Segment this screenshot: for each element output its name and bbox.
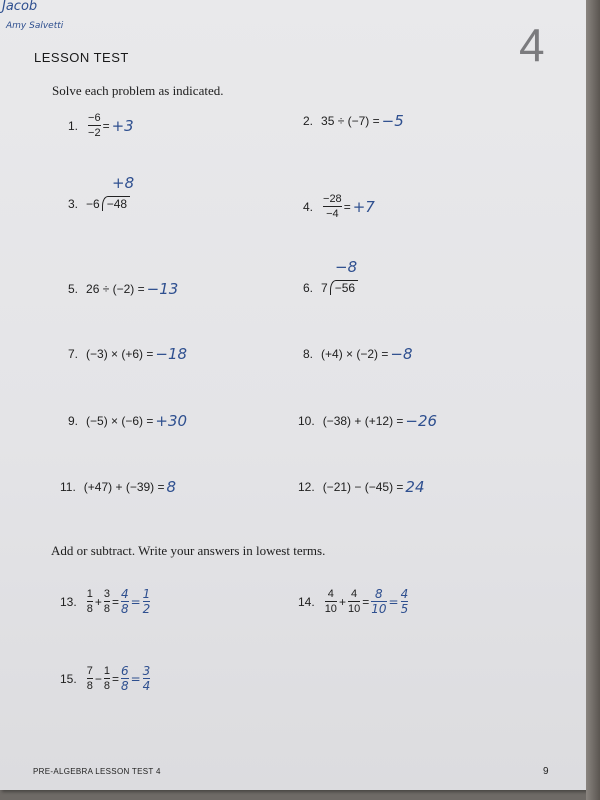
equals-sign: = <box>130 594 141 609</box>
equals-sign: = <box>111 594 119 609</box>
handwritten-fraction <box>121 588 129 615</box>
denominator: −2 <box>88 127 101 139</box>
problem-number: 7. <box>68 347 79 361</box>
numerator: 3 <box>142 664 151 678</box>
handwritten-answer: −5 <box>381 112 404 130</box>
equals-sign: = <box>111 671 119 686</box>
denominator: −4 <box>326 208 339 220</box>
instructions-add-subtract: Add or subtract. Write your answers in lowest terms. <box>51 543 326 558</box>
instructions-solve: Solve each problem as indicated. <box>52 83 224 98</box>
handwritten-answer: +7 <box>352 197 375 216</box>
fraction <box>104 588 110 615</box>
problem-number: 5. <box>68 282 79 296</box>
problem-expression: (−21) − (−45) = <box>322 480 404 494</box>
numerator: 6 <box>120 664 129 678</box>
fraction-bar <box>104 601 110 602</box>
handwritten-fraction <box>121 665 129 692</box>
problem-7 <box>68 345 187 363</box>
problem-number: 12. <box>298 480 315 494</box>
fraction <box>87 588 93 615</box>
problem-15 <box>60 665 152 692</box>
divisor: 7 <box>321 281 328 295</box>
operator: + <box>338 594 346 609</box>
problem-number: 10. <box>298 414 315 428</box>
handwritten-answer: −13 <box>146 280 179 298</box>
page-badge: 4 <box>519 19 545 71</box>
handwritten-answer: +8 <box>112 174 135 192</box>
dividend: −56 <box>330 280 358 295</box>
fraction <box>88 112 101 139</box>
problem-9 <box>68 412 187 430</box>
fraction <box>323 193 342 220</box>
numerator: 1 <box>142 587 151 601</box>
table-edge <box>586 0 600 800</box>
teacher-name: Amy Salvetti <box>6 21 64 31</box>
fraction-bar <box>323 206 342 207</box>
problem-number: 14. <box>298 594 315 609</box>
student-name: Jacob <box>2 0 38 14</box>
footer-course-label: PRE-ALGEBRA LESSON TEST 4 <box>33 767 161 776</box>
numerator: 3 <box>103 588 110 600</box>
problem-expression: 26 ÷ (−2) = <box>86 282 145 296</box>
divisor: −6 <box>86 197 100 211</box>
problem-number: 8. <box>303 347 314 361</box>
numerator: 1 <box>86 588 93 600</box>
numerator: −28 <box>323 193 342 205</box>
handwritten-answer: −8 <box>390 345 413 363</box>
problem-1 <box>68 112 134 139</box>
problem-number: 15. <box>60 671 77 686</box>
footer-page-number: 9 <box>543 766 549 777</box>
operator: − <box>94 671 102 686</box>
fraction-bar <box>348 601 360 602</box>
problem-expression: 35 ÷ (−7) = <box>321 114 380 128</box>
problem-13 <box>60 588 152 615</box>
denominator: 10 <box>324 603 337 615</box>
handwritten-work <box>119 588 152 615</box>
denominator: 8 <box>86 680 93 692</box>
fraction-bar <box>88 125 101 126</box>
problem-2 <box>303 112 404 130</box>
problem-11 <box>60 478 176 496</box>
denominator: 8 <box>103 680 110 692</box>
problem-expression: (−38) + (+12) = <box>322 414 404 428</box>
numerator: 4 <box>400 587 409 601</box>
handwritten-work <box>369 588 410 615</box>
denominator: 4 <box>142 679 151 693</box>
handwritten-fraction <box>143 665 151 692</box>
problem-3 <box>68 174 135 211</box>
numerator: 4 <box>351 588 358 600</box>
problem-expression: (+47) + (−39) = <box>83 480 165 494</box>
problem-expression: (+4) × (−2) = <box>321 347 389 361</box>
denominator: 8 <box>120 602 129 616</box>
equals-sign: = <box>343 199 351 214</box>
handwritten-answer: +30 <box>155 412 188 430</box>
problem-6 <box>303 258 358 295</box>
fraction-bar <box>87 678 93 679</box>
problem-number: 13. <box>60 594 77 609</box>
handwritten-answer: 24 <box>405 478 425 496</box>
handwritten-fraction <box>143 588 151 615</box>
problem-10 <box>298 412 437 430</box>
denominator: 10 <box>371 602 387 616</box>
fraction <box>325 588 337 615</box>
fraction-bar <box>87 601 93 602</box>
fraction <box>348 588 360 615</box>
equals-sign: = <box>362 594 370 609</box>
problem-number: 1. <box>68 118 79 133</box>
numerator: 4 <box>120 587 129 601</box>
handwritten-answer: −8 <box>335 258 358 276</box>
denominator: 10 <box>347 603 361 615</box>
problem-4 <box>303 193 375 220</box>
fraction-bar <box>325 601 337 602</box>
denominator: 8 <box>103 603 110 615</box>
problem-12 <box>298 478 425 496</box>
fraction <box>104 665 110 692</box>
problem-number: 6. <box>303 280 314 295</box>
problem-14 <box>298 588 410 615</box>
equals-sign: = <box>130 671 141 686</box>
page-title: LESSON TEST <box>34 50 129 65</box>
equals-sign: = <box>102 118 110 133</box>
problem-number: 9. <box>68 414 79 428</box>
long-division <box>86 174 135 211</box>
problem-expression: (−3) × (+6) = <box>86 347 154 361</box>
equals-sign: = <box>388 594 399 609</box>
problem-8 <box>303 345 413 363</box>
student-name-handwriting <box>2 0 63 33</box>
denominator: 8 <box>86 603 93 615</box>
problem-number: 3. <box>68 196 79 211</box>
denominator: 2 <box>142 602 151 616</box>
handwritten-answer: −26 <box>405 412 438 430</box>
handwritten-answer: 8 <box>166 478 177 496</box>
numerator: 8 <box>375 587 383 601</box>
handwritten-answer: −18 <box>155 345 188 363</box>
dividend: −48 <box>102 196 130 211</box>
fraction <box>87 665 93 692</box>
handwritten-work <box>119 665 152 692</box>
numerator: 1 <box>103 665 110 677</box>
numerator: −6 <box>88 112 101 124</box>
operator: + <box>94 594 102 609</box>
fraction-bar <box>104 678 110 679</box>
long-division <box>321 258 358 295</box>
problem-number: 4. <box>303 199 314 214</box>
denominator: 8 <box>120 679 129 693</box>
problem-number: 2. <box>303 114 314 128</box>
handwritten-fraction <box>401 588 409 615</box>
handwritten-answer: +3 <box>111 116 134 135</box>
numerator: 4 <box>327 588 334 600</box>
problem-5 <box>68 280 178 298</box>
problem-expression: (−5) × (−6) = <box>86 414 154 428</box>
handwritten-fraction <box>371 588 386 615</box>
numerator: 7 <box>86 665 93 677</box>
denominator: 5 <box>400 602 409 616</box>
problem-number: 11. <box>60 480 76 494</box>
